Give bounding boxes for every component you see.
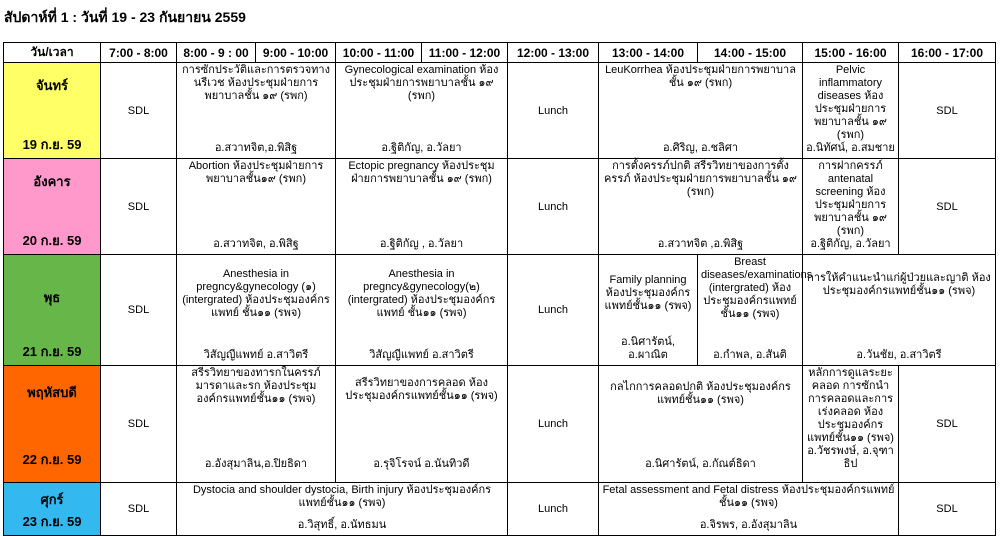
session-cell <box>336 63 508 159</box>
session-title: กลไกการคลอดปกติ ห้องประชุมองค์กรแพทย์ชั้น๑๑ (รพจ) <box>610 381 791 406</box>
session-title: Fetal assessment and Fetal distress ห้องประชุมองค์กรแพทย์ชั้น๑๑ (รพจ) <box>602 484 895 509</box>
header-slot: 15:00 - 16:00 <box>803 43 899 63</box>
lunch-cell: Lunch <box>508 255 599 366</box>
sdl-cell: SDL <box>899 159 996 255</box>
session-teacher: อ.จิรพร, อ.อังสุมาลิน <box>699 519 798 531</box>
session-title: Abortion ห้องประชุมฝ่ายการพยาบาลชั้น๑๙ (รพก) <box>188 160 324 185</box>
session-cell <box>599 483 899 536</box>
header-slot: 7:00 - 8:00 <box>101 43 177 63</box>
header-slot: 13:00 - 14:00 <box>599 43 698 63</box>
day-date: 21 ก.ย. 59 <box>22 344 82 359</box>
session-teacher: วิสัญญีแพทย์ อ.สาวิตรี <box>369 349 474 361</box>
lunch-cell: Lunch <box>508 483 599 536</box>
row-friday <box>4 483 996 536</box>
day-cell-wednesday <box>4 255 101 366</box>
header-slot: 8:00 - 9 : 00 <box>177 43 256 63</box>
session-cell <box>599 63 803 159</box>
session-teacher: อ.ศิริญ, อ.ชลิศา <box>662 142 739 154</box>
session-title: Ectopic pregnancy ห้องประชุมฝ่ายการพยาบาลชั้น ๑๙ (รพก) <box>348 160 495 185</box>
session-title: การให้คำแนะนำแก่ผู้ป่วยและญาติ ห้องประชุมองค์กรแพทย์ชั้น๑๑ (รพจ) <box>807 272 991 297</box>
day-name: จันทร์ <box>35 78 69 93</box>
session-cell <box>336 366 508 483</box>
session-cell <box>698 255 813 366</box>
session-teacher: อ.สวาทจิต, อ.พิสิฐ <box>213 238 299 250</box>
row-wednesday <box>4 255 996 366</box>
session-cell <box>336 255 508 366</box>
session-teacher: อ.วิสุทธิ์, อ.นัทธมน <box>297 519 387 531</box>
row-thursday <box>4 366 996 483</box>
session-cell <box>803 63 899 159</box>
header-day-time: วัน/เวลา <box>4 43 101 63</box>
day-date: 20 ก.ย. 59 <box>22 233 82 248</box>
sdl-cell: SDL <box>899 63 996 159</box>
session-title: LeuKorrhea ห้องประชุมฝ่ายการพยาบาลชั้น ๑๙ (รพก) <box>605 64 796 89</box>
header-slot: 14:00 - 15:00 <box>698 43 803 63</box>
session-teacher: อ.นิศารัตน์, อ.กัณต์ธิดา <box>645 458 756 470</box>
session-cell <box>177 483 508 536</box>
session-cell <box>177 63 336 159</box>
session-title: Dystocia and shoulder dystocia, Birth injury ห้องประชุมองค์กรแพทย์ชั้น๑๑ (รพจ) <box>192 484 492 509</box>
session-title: Pelvic inflammatory diseases ห้องประชุมฝ่ายการพยาบาลชั้น ๑๙ (รพก) <box>814 64 887 141</box>
session-title: Family planning ห้องประชุมองค์กรแพทย์ชั้น๑๑ (รพจ) <box>604 274 692 312</box>
session-teacher: อ.นิทัศน์, อ.สมชาย <box>806 142 895 154</box>
session-teacher: อ.นิศารัตน์, อ.ผาณิต <box>621 336 675 361</box>
session-title: หลักการดูแลระยะคลอด การซักนำการคลอดและการเร่งคลอด ห้องประชุมองค์กรแพทย์ชั้น๑๑ (รพจ) <box>807 367 894 444</box>
row-tuesday <box>4 159 996 255</box>
sdl-cell: SDL <box>101 159 177 255</box>
session-title: การซักประวัติและการตรวจทางนรีเวช ห้องประชุมฝ่ายการพยาบาลชั้น ๑๙ (รพก) <box>182 64 330 102</box>
session-cell <box>803 255 996 366</box>
session-teacher: อ.อังสุมาลิน,อ.ปิยธิดา <box>204 458 308 470</box>
schedule-table <box>3 42 996 536</box>
session-teacher: อ.ฐิติกัญ , อ.วัลยา <box>379 238 464 250</box>
lunch-cell: Lunch <box>508 63 599 159</box>
header-slot: 12:00 - 13:00 <box>508 43 599 63</box>
day-cell-friday <box>4 483 101 536</box>
session-title: การฝากครรภ์ antenatal screening ห้องประชุมฝ่ายการพยาบาลชั้น ๑๙ (รพก) <box>814 160 887 237</box>
day-cell-monday <box>4 63 101 159</box>
header-row <box>4 43 996 63</box>
session-teacher: อ.กำพล, อ.สันติ <box>713 349 787 361</box>
session-teacher: อ.ฐิติกัญ, อ.วัลยา <box>810 238 891 250</box>
session-cell <box>177 255 336 366</box>
session-title: สรีรวิทยาของการคลอด ห้องประชุมองค์กรแพทย์ชั้น๑๑ (รพจ) <box>345 377 498 402</box>
header-slot: 10:00 - 11:00 <box>336 43 422 63</box>
day-date: 23 ก.ย. 59 <box>22 514 82 529</box>
session-cell <box>599 366 803 483</box>
sdl-cell: SDL <box>101 255 177 366</box>
session-title: การตั้งครรภ์ปกติ สรีรวิทยาของการตั้งครรภ์ ห้องประชุมฝ่ายการพยาบาลชั้น ๑๙ (รพก) <box>604 160 797 198</box>
sdl-cell: SDL <box>101 63 177 159</box>
day-name: พฤหัสบดี <box>27 385 77 400</box>
sdl-cell: SDL <box>101 366 177 483</box>
header-slot: 11:00 - 12:00 <box>422 43 508 63</box>
session-teacher: อ.วัชรพงษ์, อ.จุฑาธิป <box>807 445 894 470</box>
session-title: สรีรวิทยาของทารกในครรภ์มารดาและรก ห้องประชุมองค์กรแพทย์ชั้น๑๑ (รพจ) <box>191 367 321 405</box>
day-date: 19 ก.ย. 59 <box>22 137 82 152</box>
session-teacher: วิสัญญีแพทย์ อ.สาวิตรี <box>203 349 309 361</box>
session-cell <box>336 159 508 255</box>
session-cell <box>599 255 698 366</box>
lunch-cell: Lunch <box>508 366 599 483</box>
row-monday <box>4 63 996 159</box>
lunch-cell: Lunch <box>508 159 599 255</box>
day-date: 22 ก.ย. 59 <box>22 452 82 467</box>
session-teacher: อ.รุจิโรจน์ อ.นันทิวดี <box>373 458 470 470</box>
session-cell <box>803 159 899 255</box>
session-teacher: อ.ฐิติกัญ, อ.วัลยา <box>381 142 462 154</box>
session-title: Gynecological examination ห้องประชุมฝ่ายการพยาบาลชั้น ๑๙ (รพก) <box>344 64 499 102</box>
sdl-cell: SDL <box>899 366 996 483</box>
session-cell <box>177 159 336 255</box>
session-teacher: อ.สวาทจิต,อ.พิสิฐ <box>214 142 298 154</box>
day-name: พุธ <box>43 290 61 305</box>
page-title: สัปดาห์ที่ 1 : วันที่ 19 - 23 กันยายน 2559 <box>4 9 246 25</box>
session-cell <box>177 366 336 483</box>
sdl-cell: SDL <box>899 483 996 536</box>
session-teacher: อ.วันชัย, อ.สาวิตรี <box>856 349 942 361</box>
session-cell <box>803 366 899 483</box>
header-slot: 9:00 - 10:00 <box>256 43 336 63</box>
header-slot: 16:00 - 17:00 <box>899 43 996 63</box>
session-title: Breast diseases/examinations (intergrated) ห้องประชุมองค์กรแพทย์ชั้น๑๑ (รพจ) <box>701 256 813 320</box>
session-cell <box>599 159 803 255</box>
day-cell-thursday <box>4 366 101 483</box>
session-title: Anesthesia in pregncy&gynecology (๑) (intergrated) ห้องประชุมองค์กรแพทย์ ชั้น๑๑ (รพจ) <box>182 268 330 319</box>
day-name: ศุกร์ <box>40 492 64 507</box>
session-teacher: อ.สวาทจิต ,อ.พิสิฐ <box>657 238 744 250</box>
sdl-cell: SDL <box>101 483 177 536</box>
session-title: Anesthesia in pregncy&gynecology(๒) (intergrated) ห้องประชุมองค์กรแพทย์ ชั้น๑๑ (รพจ) <box>347 268 496 319</box>
day-cell-tuesday <box>4 159 101 255</box>
day-name: อังคาร <box>33 174 71 189</box>
